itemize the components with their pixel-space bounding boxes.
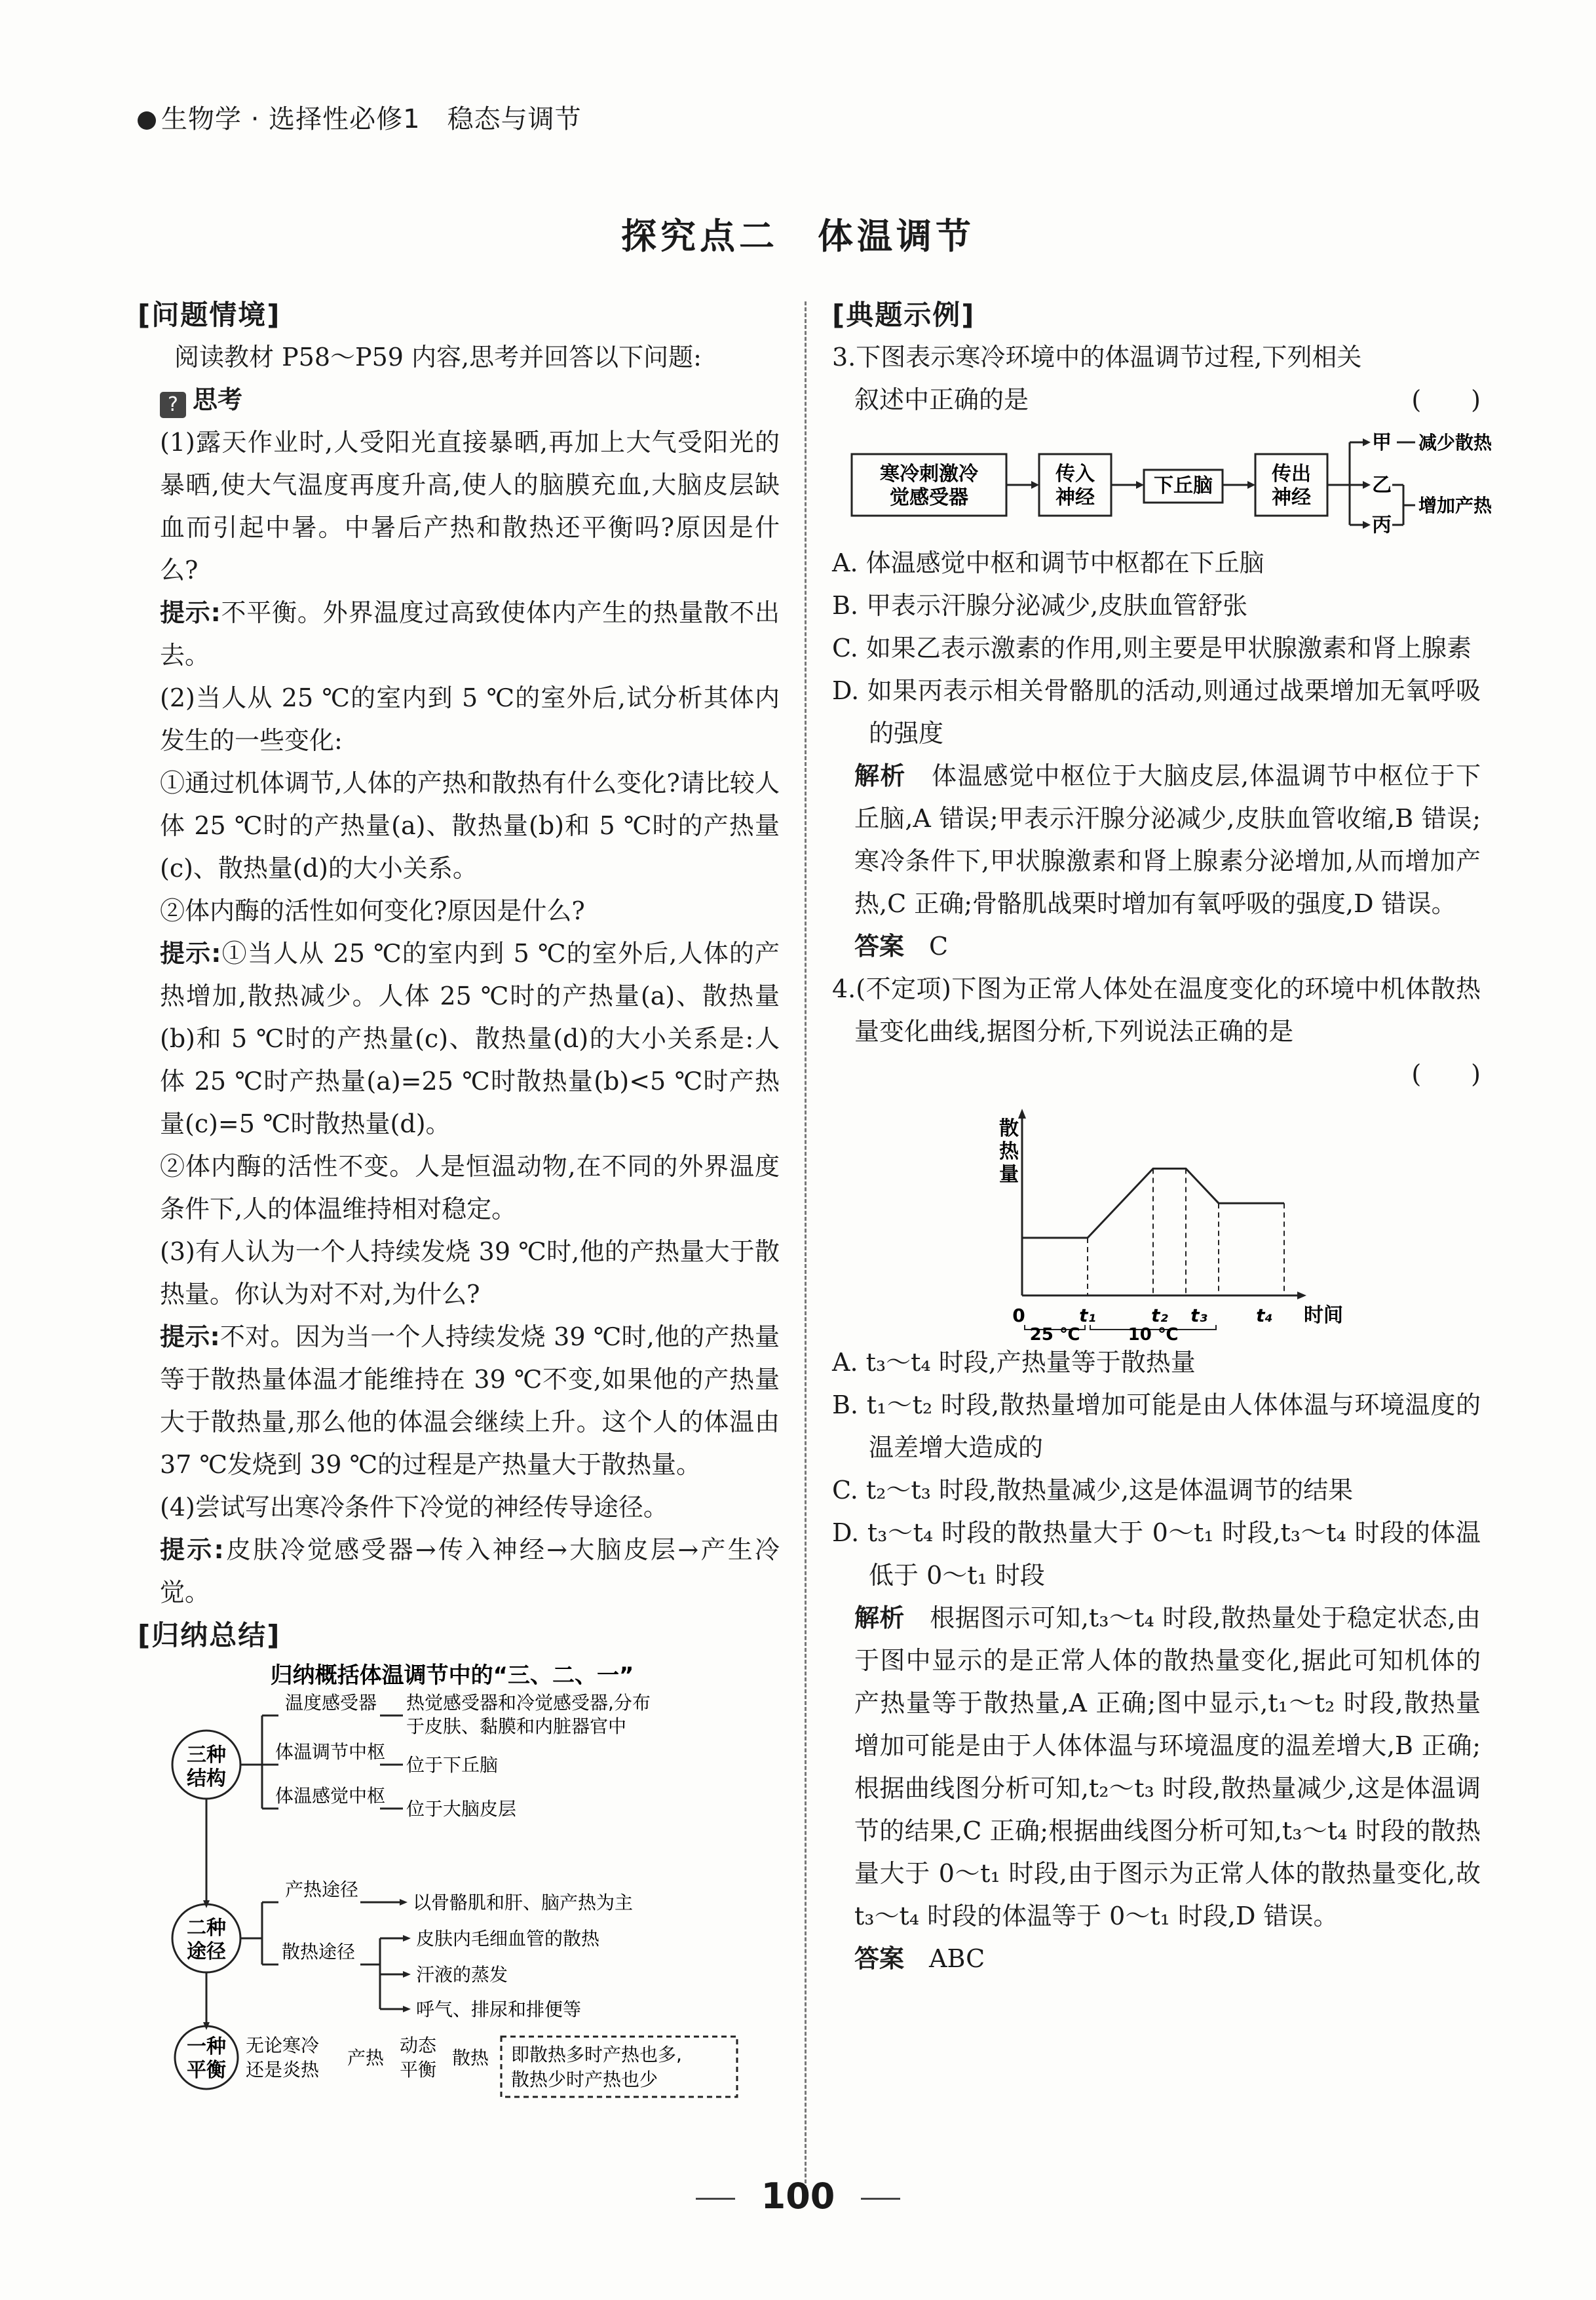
flow-box2-line2: 神经: [1055, 486, 1095, 509]
intro-text: 阅读教材 P58～P59 内容,思考并回答以下问题:: [174, 343, 702, 372]
flow-box4-line1: 传出: [1272, 463, 1311, 486]
flow-box3: 下丘脑: [1154, 474, 1213, 497]
pathway-2: 散热途径: [282, 1941, 356, 1963]
label-pathway: 途径: [187, 1940, 226, 1963]
pathway-1-value: 以骨骼肌和肝、脑产热为主: [413, 1892, 634, 1913]
label-one: 一种: [187, 2035, 226, 2058]
q3-answer: 答案 C: [854, 932, 949, 961]
balance-1: 无论寒冷: [246, 2035, 320, 2056]
temperature-label: 10 ℃: [1128, 1325, 1179, 1345]
flow-reduce-heat-loss: 减少散热: [1418, 432, 1492, 453]
section-problem-context: [问题情境]: [138, 299, 281, 331]
answer-3: 提示:不对。因为当一个人持续发烧 39 ℃时,他的产热量等于散热量体温才能维持在 39 ℃不变,如果他的产热量大于散热量,那么他的体温会继续上升。这个人的体温由 37 ℃发烧到 39 ℃的过程是产热量大于散热量。: [160, 1322, 780, 1479]
q4-option-b: B. t₁～t₂ 时段,散热量增加可能是由人体体温与环境温度的温差增大造成的: [832, 1390, 1481, 1462]
question-2b: ②体内酶的活性如何变化?原因是什么?: [160, 896, 585, 925]
question-4: (4)尝试写出寒冷条件下冷觉的神经传导途径。: [160, 1493, 668, 1522]
running-header: 生物学 · 选择性必修1 稳态与调节: [138, 98, 582, 136]
structure-1: 温度感受器: [285, 1692, 377, 1714]
q4-option-c: C. t₂～t₃ 时段,散热量减少,这是体温调节的结果: [832, 1476, 1354, 1505]
q3-option-c: C. 如果乙表示激素的作用,则主要是甲状腺激素和肾上腺素: [832, 634, 1472, 662]
x-axis-label: 时间: [1304, 1304, 1343, 1327]
q4-heat-loss-chart: [832, 1099, 1481, 1345]
q4-answer: 答案 ABC: [854, 1944, 985, 1973]
pathway-1: 产热途径: [285, 1879, 359, 1900]
structure-2-value: 位于下丘脑: [406, 1754, 499, 1776]
question-2a: ①通过机体调节,人体的产热和散热有什么变化?请比较人体 25 ℃时的产热量(a)、散热量(b)和 5 ℃时的产热量(c)、散热量(d)的大小关系。: [160, 769, 780, 883]
balance-3: 产热: [347, 2047, 385, 2069]
answer-2: 提示:①当人从 25 ℃的室内到 5 ℃的室外后,人体的产热增加,散热减少。人体 25 ℃时的产热量(a)、散热量(b)和 5 ℃时的产热量(c)、散热量(d)的大小关系是:人体 25 ℃时产热量(a)=25 ℃时散热量(b)<5 ℃时产热量(c)=5 ℃时散热量(d)。: [160, 939, 780, 1138]
summary-diagram: [138, 1657, 780, 2089]
note-1: 即散热多时产热也多,: [511, 2044, 682, 2065]
temperature-label: 25 ℃: [1029, 1325, 1080, 1345]
flow-box4-line2: 神经: [1272, 486, 1311, 509]
q4-paren-row: ( ): [1411, 1060, 1481, 1088]
balance-6: 散热: [452, 2047, 489, 2069]
q3-option-a: A. 体温感觉中枢和调节中枢都在下丘脑: [832, 548, 1264, 577]
q3-option-d: D. 如果丙表示相关骨骼肌的活动,则通过战栗增加无氧呼吸的强度: [832, 676, 1481, 748]
x-tick-label: t₃: [1190, 1305, 1207, 1326]
q4-analysis: 解析 根据图示可知,t₃～t₄ 时段,散热量处于稳定状态,由于图中显示的是正常人体的散热量变化,据此可知机体的产热量等于散热量,A 正确;图中显示,t₁～t₂ 时段,散热量增加可能是由于人体体温与环境温度的温差增大,B 正确;根据曲线图分析可知,t₂～t₃ 时段,散热量减少,这是体温调节的结果,C 正确;根据曲线图分析可知,t₃～t₄ 时段的散热量大于 0～t₁ 时段,由于图示为正常人体的散热量变化,故 t₃～t₄ 时段的体温等于 0～t₁ 时段,D 错误。: [854, 1603, 1481, 1930]
y-axis-arrow: [1018, 1109, 1026, 1119]
structure-3-value: 位于大脑皮层: [406, 1798, 517, 1820]
pathway-2-value-3: 呼气、排尿和排便等: [416, 1999, 582, 2020]
question-1: (1)露天作业时,人受阳光直接暴晒,再加上大气受阳光的暴晒,使大气温度再度升高,使人的脑膜充血,大脑皮层缺血而引起中暑。中暑后产热和散热还平衡吗?原因是什么?: [160, 428, 780, 585]
y-label-char-1: 散: [999, 1117, 1019, 1140]
q3-stem-2: 叙述中正确的是 ( ): [854, 385, 1481, 414]
q4-stem: 4.(不定项)下图为正常人体处在温度变化的环境中机体散热量变化曲线,据图分析,下列说法正确的是: [832, 974, 1481, 1046]
balance-4: 动态: [400, 2035, 437, 2056]
structure-1-value: 热觉感受器和冷觉感受器,分布: [406, 1692, 651, 1714]
q4-option-d: D. t₃～t₄ 时段的散热量大于 0～t₁ 时段,t₃～t₄ 时段的体温低于 0～t₁ 时段: [832, 1518, 1481, 1590]
y-label-char-2: 热: [999, 1140, 1019, 1163]
balance-5: 平衡: [400, 2059, 437, 2080]
right-column: [832, 294, 1492, 1980]
y-label-char-3: 量: [999, 1163, 1019, 1186]
q3-flow-diagram: [832, 427, 1492, 538]
column-divider: [805, 301, 807, 2195]
question-icon: ?: [160, 392, 186, 418]
section-examples: [典题示例]: [832, 299, 976, 331]
label-structure: 结构: [187, 1767, 226, 1790]
x-tick-label: 0: [1012, 1305, 1025, 1326]
label-balance: 平衡: [187, 2059, 226, 2082]
flow-increase-heat-production: 增加产热: [1418, 495, 1492, 516]
page-number: 100: [0, 2175, 1596, 2217]
label-two: 二种: [187, 1917, 226, 1940]
summary-title: 归纳概括体温调节中的“三、二、一”: [270, 1662, 634, 1689]
q3-stem-1: 3.下图表示寒冷环境中的体温调节过程,下列相关: [832, 343, 1362, 372]
think-label: ? 思考: [138, 379, 780, 421]
flow-yi: 乙: [1372, 474, 1392, 497]
label-three: 三种: [187, 1744, 226, 1767]
note-2: 散热少时产热也少: [511, 2069, 658, 2090]
pathway-2-value-1: 皮肤内毛细血管的散热: [416, 1928, 600, 1949]
structure-1-value-2: 于皮肤、黏膜和内脏器官中: [406, 1715, 627, 1737]
flow-bing: 丙: [1372, 514, 1392, 537]
flow-box1-line1: 寒冷刺激冷: [880, 463, 978, 486]
x-tick-label: t₂: [1151, 1305, 1168, 1326]
structure-3: 体温感觉中枢: [275, 1785, 386, 1807]
section-summary: [归纳总结]: [138, 1619, 281, 1651]
answer-2b: ②体内酶的活性不变。人是恒温动物,在不同的外界温度条件下,人的体温维持相对稳定。: [160, 1152, 780, 1223]
left-column: [138, 294, 780, 2089]
pathway-2-value-2: 汗液的蒸发: [416, 1964, 508, 1985]
flow-box2-line1: 传入: [1055, 463, 1095, 486]
structure-2: 体温调节中枢: [275, 1741, 386, 1763]
page-title: 探究点二 体温调节: [621, 216, 975, 257]
x-axis-arrow: [1297, 1292, 1306, 1299]
bullet-icon: [138, 111, 156, 130]
question-3: (3)有人认为一个人持续发烧 39 ℃时,他的产热量大于散热量。你认为对不对,为什么?: [160, 1237, 780, 1309]
answer-4: 提示:皮肤冷觉感受器→传入神经→大脑皮层→产生冷觉。: [160, 1535, 780, 1607]
answer-1: 提示:不平衡。外界温度过高致使体内产生的热量散不出去。: [160, 598, 780, 670]
balance-2: 还是炎热: [246, 2059, 320, 2080]
question-2: (2)当人从 25 ℃的室内到 5 ℃的室外后,试分析其体内发生的一些变化:: [160, 683, 780, 755]
flow-box1-line2: 觉感受器: [890, 486, 968, 509]
q3-analysis: 解析 体温感觉中枢位于大脑皮层,体温调节中枢位于下丘脑,A 错误;甲表示汗腺分泌减少,皮肤血管收缩,B 错误;寒冷条件下,甲状腺激素和肾上腺素分泌增加,从而增加产热,C 正确;骨骼肌战栗时增加有氧呼吸的强度,D 错误。: [854, 761, 1481, 918]
x-tick-label: t₁: [1079, 1305, 1096, 1326]
x-tick-label: t₄: [1256, 1305, 1273, 1326]
q4-option-a: A. t₃～t₄ 时段,产热量等于散热量: [832, 1348, 1196, 1377]
flow-jia: 甲: [1372, 431, 1392, 454]
q3-option-b: B. 甲表示汗腺分泌减少,皮肤血管舒张: [832, 591, 1248, 620]
